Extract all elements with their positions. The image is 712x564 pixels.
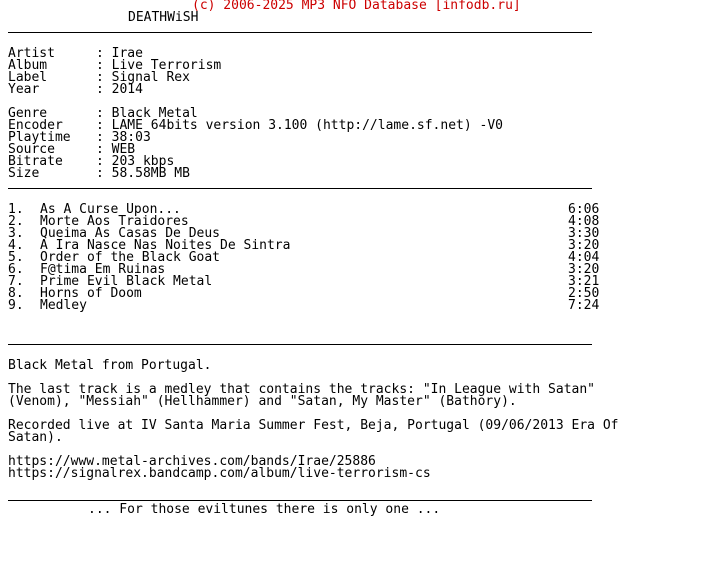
tech-row: Playtime : 38:03 — [8, 130, 151, 145]
tech-row: Source : WEB — [8, 142, 136, 157]
notes-line: Black Metal from Portugal. — [8, 358, 212, 373]
track-row: 6. F@tima Em Ruinas 3:20 — [8, 262, 600, 277]
notes-line: (Venom), "Messiah" (Hellhammer) and "Satan, My Master" (Bathory). — [8, 394, 517, 409]
divider — [8, 336, 698, 348]
tech-row: Size : 58.58MB MB — [8, 166, 190, 181]
notes-line: The last track is a medley that contains the tracks: "In League with Satan" — [8, 382, 595, 397]
tech-row: Encoder : LAME 64bits version 3.100 (http://lame.sf.net) -V0 — [8, 118, 503, 133]
track-row: 1. As A Curse Upon... 6:06 — [8, 202, 600, 217]
tech-info — [8, 108, 698, 180]
divider — [8, 24, 698, 36]
track-row: 8. Horns of Doom 2:50 — [8, 286, 600, 301]
tech-row: Genre : Black Metal — [8, 106, 198, 121]
info-row: Year : 2014 — [8, 82, 143, 97]
site-header: (c) 2006-2025 MP3 NFO Database [infodb.ru] — [192, 0, 521, 13]
track-row: 4. A Ira Nasce Nas Noites De Sintra 3:20 — [8, 238, 600, 253]
notes-line: Recorded live at IV Santa Maria Summer Fest, Beja, Portugal (09/06/2013 Era Of — [8, 418, 619, 433]
track-row: 5. Order of the Black Goat 4:04 — [8, 250, 600, 265]
info-row: Album : Live Terrorism — [8, 58, 222, 73]
divider — [8, 180, 698, 192]
info-row: Label : Signal Rex — [8, 70, 190, 85]
metal-archives-link: https://www.metal-archives.com/bands/Irae/25886 — [8, 454, 376, 469]
tracklist — [8, 204, 698, 312]
release-group-title: DEATHWiSH — [128, 10, 199, 25]
notes-line: Satan). — [8, 430, 63, 445]
nfo-document — [8, 0, 698, 516]
track-row: 9. Medley 7:24 — [8, 298, 600, 313]
release-info — [8, 48, 698, 96]
divider — [8, 492, 698, 504]
tech-row: Bitrate : 203 kbps — [8, 154, 175, 169]
track-row: 3. Queima As Casas De Deus 3:30 — [8, 226, 600, 241]
track-row: 2. Morte Aos Traidores 4:08 — [8, 214, 600, 229]
bandcamp-link: https://signalrex.bandcamp.com/album/live-terrorism-cs — [8, 466, 431, 481]
info-row: Artist : Irae — [8, 46, 143, 61]
track-row: 7. Prime Evil Black Metal 3:21 — [8, 274, 600, 289]
release-notes — [8, 360, 698, 480]
footer-tagline: ... For those eviltunes there is only one ... — [88, 502, 441, 517]
